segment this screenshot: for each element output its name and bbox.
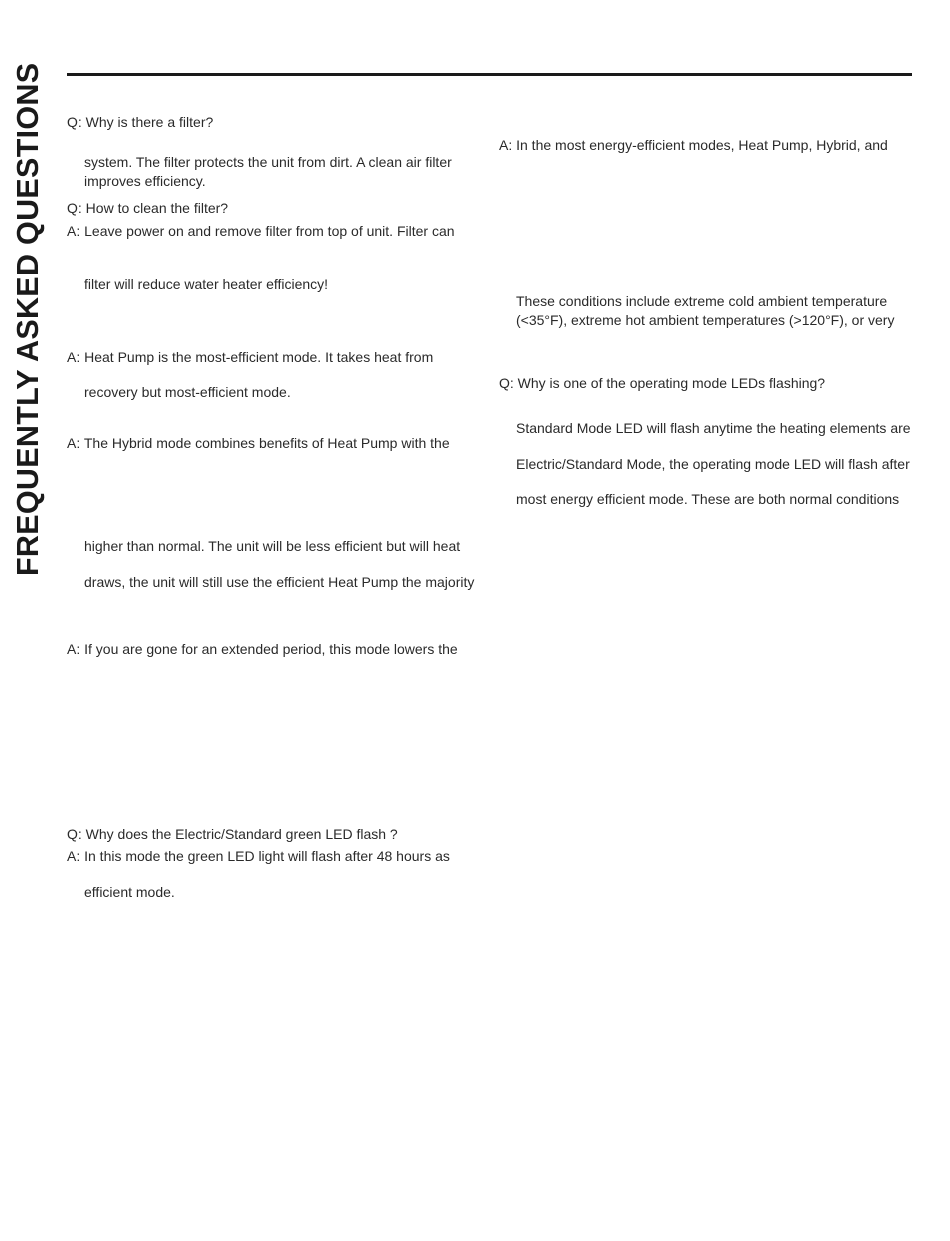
answer-green-led-flash-line: efficient mode.	[84, 884, 175, 900]
answer-vacation-line: A: If you are gone for an extended period, this mode lowers the	[67, 641, 458, 657]
question-green-led-flash: Q: Why does the Electric/Standard green LED flash ?	[67, 826, 398, 842]
answer-filter-purpose-line: system. The filter protects the unit from dirt. A clean air filter	[84, 154, 452, 170]
answer-high-demand-line: draws, the unit will still use the efficient Heat Pump the majority	[84, 574, 475, 590]
answer-mode-led-flashing-line: Standard Mode LED will flash anytime the heating elements are	[516, 420, 911, 436]
header-rule	[67, 73, 912, 76]
answer-mode-led-flashing-line: most energy efficient mode. These are both normal conditions	[516, 491, 900, 507]
answer-heat-pump-line: recovery but most-efficient mode.	[84, 384, 291, 400]
answer-clean-filter-line: filter will reduce water heater efficiency!	[84, 276, 329, 292]
answer-hybrid-line: A: The Hybrid mode combines benefits of Heat Pump with the	[67, 435, 450, 451]
question-filter-purpose: Q: Why is there a filter?	[67, 114, 214, 130]
answer-mode-led-flashing-line: Electric/Standard Mode, the operating mode LED will flash after	[516, 456, 910, 472]
answer-conditions-line: (<35°F), extreme hot ambient temperatures (>120°F), or very	[516, 312, 895, 328]
answer-high-demand-line: higher than normal. The unit will be less efficient but will heat	[84, 538, 461, 554]
answer-conditions-line: These conditions include extreme cold ambient temperature	[516, 293, 888, 309]
page-side-title: FREQUENTLY ASKED QUESTIONS	[11, 62, 45, 576]
question-mode-led-flashing: Q: Why is one of the operating mode LEDs flashing?	[499, 375, 826, 391]
answer-clean-filter-line: A: Leave power on and remove filter from top of unit. Filter can	[67, 223, 455, 239]
answer-heat-pump-line: A: Heat Pump is the most-efficient mode. It takes heat from	[67, 349, 434, 365]
answer-energy-efficient-line: A: In the most energy-efficient modes, Heat Pump, Hybrid, and	[499, 137, 888, 153]
answer-filter-purpose-line: improves efficiency.	[84, 173, 206, 189]
answer-green-led-flash-line: A: In this mode the green LED light will flash after 48 hours as	[67, 848, 450, 864]
question-clean-filter: Q: How to clean the filter?	[67, 200, 229, 216]
